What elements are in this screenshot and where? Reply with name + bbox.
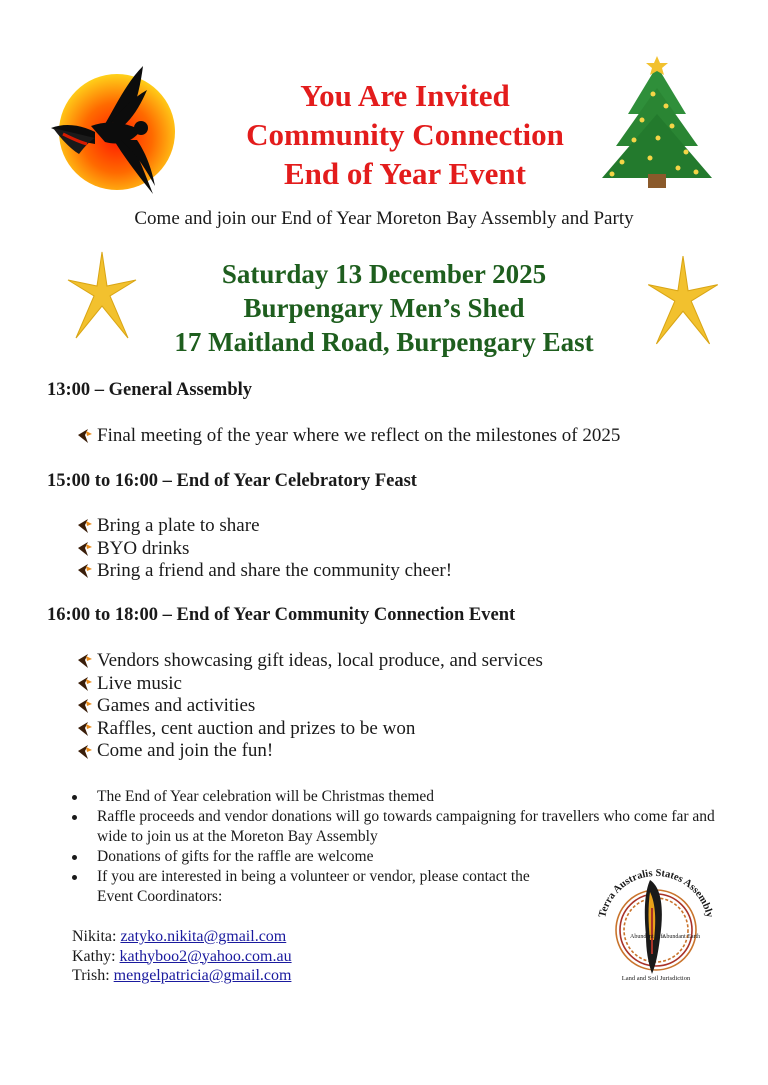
arrow-bullet-icon [76, 721, 97, 737]
event-details [100, 257, 668, 359]
assembly-seal-logo [590, 858, 722, 986]
list-item: Come and join the fun! [76, 740, 543, 763]
list-item: Vendors showcasing gift ideas, local produce, and services [76, 650, 543, 673]
list-item: Raffle proceeds and vendor donations will go towards campaigning for travellers who come far and wide to join us at the Moreton Bay Assembly [70, 807, 720, 847]
event-venue: Burpengary Men’s Shed [243, 293, 525, 323]
black-cockatoo-sun-logo [45, 62, 180, 202]
schedule-heading-1: 13:00 – General Assembly [47, 380, 253, 400]
list-item: BYO drinks [76, 538, 452, 561]
email-link-trish[interactable]: mengelpatricia@gmail.com [113, 967, 292, 984]
arrow-bullet-icon [76, 653, 97, 669]
schedule-list-3 [76, 650, 543, 763]
list-item: Raffles, cent auction and prizes to be won [76, 718, 543, 741]
schedule-list-2 [76, 515, 452, 583]
bullet-dot-icon [72, 815, 77, 820]
schedule-list-1 [76, 425, 620, 448]
seal-bottom-text: Land and Soil Jurisdiction [621, 975, 691, 982]
invitation-subtitle: Come and join our End of Year Moreton Bay Assembly and Party [134, 208, 634, 229]
list-item: Bring a plate to share [76, 515, 452, 538]
email-link-kathy[interactable]: kathyboo2@yahoo.com.au [119, 947, 292, 965]
list-item: If you are interested in being a volunteer or vendor, please contact the Event Coordinators: [70, 867, 567, 907]
list-item: The End of Year celebration will be Christmas themed [70, 787, 720, 807]
title-line-3: End of Year Event [284, 156, 526, 191]
list-item: Final meeting of the year where we reflect on the milestones of 2025 [76, 425, 620, 448]
bullet-dot-icon [72, 795, 77, 800]
arrow-bullet-icon [76, 744, 97, 760]
list-item: Bring a friend and share the community cheer! [76, 560, 452, 583]
contact-row: Trish: mengelpatricia@gmail.com [72, 967, 292, 984]
list-item: Donations of gifts for the raffle are welcome [70, 847, 720, 867]
list-item: Live music [76, 673, 543, 696]
bullet-dot-icon [72, 855, 77, 860]
bullet-dot-icon [72, 875, 77, 880]
list-item: Games and activities [76, 695, 543, 718]
christmas-tree-icon [598, 54, 716, 190]
email-link-nikita[interactable]: zatyko.nikita@gmail.com [120, 928, 287, 945]
arrow-bullet-icon [76, 563, 97, 579]
event-address: 17 Maitland Road, Burpengary East [174, 327, 594, 357]
invitation-title [200, 76, 610, 193]
schedule-heading-2: 15:00 to 16:00 – End of Year Celebratory Feast [47, 471, 417, 491]
arrow-bullet-icon [76, 698, 97, 714]
title-line-2: Community Connection [246, 117, 564, 152]
arrow-bullet-icon [76, 428, 97, 444]
coordinator-contacts [72, 927, 292, 986]
seal-inner-left-text: Abundant Life [630, 934, 666, 940]
seal-inner-right-text: Abundant Earth [662, 934, 701, 940]
schedule-heading-3: 16:00 to 18:00 – End of Year Community Connection Event [47, 605, 516, 625]
contact-row: Kathy: kathyboo2@yahoo.com.au [72, 947, 292, 965]
seal-top-text: Terra Australis States Assembly [597, 867, 715, 919]
arrow-bullet-icon [76, 518, 97, 534]
arrow-bullet-icon [76, 541, 97, 557]
contact-row: Nikita: zatyko.nikita@gmail.com [72, 928, 287, 945]
title-line-1: You Are Invited [300, 78, 510, 113]
arrow-bullet-icon [76, 676, 97, 692]
event-date: Saturday 13 December 2025 [221, 259, 547, 289]
